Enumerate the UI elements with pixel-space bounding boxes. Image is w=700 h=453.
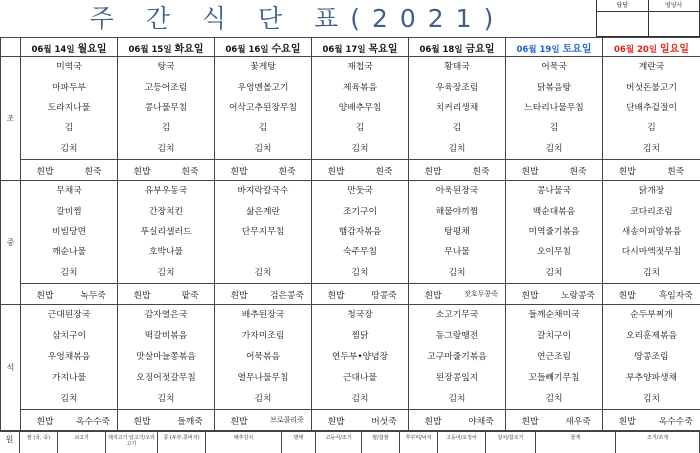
menu-cell [506,57,603,181]
day-header-saturday: 06월 19일 토요일 [506,38,603,57]
rice-porridge-pair [603,409,700,430]
menu-cell [312,305,409,431]
dish-item: 미역줄기볶음 [528,226,580,237]
rice-item: 흰밥 [618,166,636,177]
dish-item: 어삭고추된장무침 [229,102,297,113]
porridge-item: 옥수수죽 [76,416,110,427]
dish-item: 황태국 [444,62,470,73]
rice-porridge-pair [21,283,117,304]
dish-item: 김치 [448,267,466,278]
menu-cell [215,305,312,431]
meal-label: 조 [1,57,21,181]
day-header: 06월 16일 수요일 [215,38,312,57]
dish-item: 닭개장 [638,186,665,197]
rice-item: 흰밥 [327,416,345,427]
porridge-item: 흰죽 [181,166,199,177]
dish-item: 호박나물 [149,247,183,258]
dish-item: 깨순나물 [52,247,86,258]
menu-cell [506,305,603,431]
dish-item: 김 [647,123,656,134]
dish-item: 김치 [254,393,272,404]
dish-item: 김치 [643,143,660,154]
menu-cell [409,181,506,305]
dish-item: 꽃게탕 [250,62,276,73]
rice-porridge-pair [312,283,408,304]
porridge-item: 잣호두콩죽 [464,290,498,298]
dish-item: 김치 [643,393,660,404]
origin-cell: 돼지고기 닭고기/오리고기 [106,432,158,453]
origin-cell: 꽃게 [536,432,616,453]
dish-item: 무나물 [444,247,470,258]
dish-item: 땅콩조림 [634,351,669,362]
day-header: 06월 18일 금요일 [409,38,506,57]
dish-item: 동그랑땡전 [435,331,479,342]
dish-item: 부추양파생채 [626,372,677,383]
dish-item: 닭볶음탕 [537,82,571,93]
dish-item: 청국장 [347,310,373,321]
lunch-row [1,181,700,305]
rice-item: 흰밥 [230,166,248,177]
porridge-item: 흑임자죽 [658,290,693,301]
porridge-item: 팥죽 [181,290,199,301]
porridge-item: 흰죽 [472,166,490,177]
dish-item: 단배추겉절이 [626,102,677,113]
dish-item: 오이무침 [537,247,571,258]
rice-item: 흰밥 [618,416,636,427]
page-title: 주 간 식 단 표(2021) [89,4,506,33]
dish-item: 갈치구이 [537,331,571,342]
menu-cell [603,305,700,431]
dish-item: 코다리조림 [630,206,673,217]
rice-porridge-pair [312,159,408,180]
rice-item: 흰밥 [36,416,54,427]
menu-cell [21,181,118,305]
dish-item: 재첩국 [347,62,373,73]
dish-item: 근대된장국 [47,310,91,321]
origin-cell: 쌀/찹쌀 [362,432,400,453]
menu-cell [118,181,215,305]
porridge-item: 브로콜리죽 [270,416,304,424]
dish-item: 콩나물무침 [144,102,188,113]
dish-item: 김치 [643,267,660,278]
dish-item: 단무지무침 [241,226,285,237]
dish-item: 탕평채 [444,226,470,237]
dish-item: 해물야끼찜 [435,206,479,217]
dish-item: 김치 [351,267,369,278]
rice-item: 흰밥 [230,416,248,427]
dish-item: 김치 [60,143,78,154]
rice-porridge-pair [215,159,311,180]
rice-item: 흰밥 [327,166,345,177]
dish-item: 계란국 [638,62,665,73]
porridge-item: 야채죽 [468,416,494,427]
dish-item: 오징어젓갈무침 [136,372,196,383]
dish-item: 찜닭 [351,331,369,342]
menu-cell [118,305,215,431]
rice-porridge-pair [506,409,602,430]
porridge-item: 흰죽 [278,166,296,177]
dish-item: 제육볶음 [343,82,377,93]
porridge-item: 새우죽 [565,416,591,427]
corner-cell [1,38,21,57]
rice-item: 흰밥 [36,166,54,177]
day-header: 06월 17일 목요일 [312,38,409,57]
dish-item: 김치 [157,393,175,404]
dish-item: 김치 [254,267,272,278]
meal-label: 중 [1,181,21,305]
day-header-sunday: 06월 20일 일요일 [603,38,700,57]
dish-item: 고등어조림 [144,82,188,93]
approval-sign-dietitian [649,12,700,37]
dish-item: 김치 [157,143,175,154]
porridge-item: 버섯죽 [371,416,397,427]
dish-item: 다시마엑젓무침 [621,247,682,258]
menu-cell [603,181,700,305]
origin-cell: 고등어/오징어 [438,432,486,453]
dish-item: 아욱된장국 [435,186,479,197]
dish-item: 가지나물 [52,372,86,383]
rice-item: 흰밥 [36,290,54,301]
dish-item: 감자열은국 [144,310,188,321]
approval-sign-manager [597,12,649,37]
dish-item: 새송이피망볶음 [621,226,682,237]
dish-item: 김 [161,123,171,134]
dish-item: 양배추무침 [338,102,382,113]
dish-item: 떡갈비볶음 [144,331,188,342]
dish-item: 우육장조림 [435,82,479,93]
dish-item: 고구마줄기볶음 [427,351,487,362]
approval-label-dietitian: 영양사 [649,0,700,12]
dish-item: 어묵볶음 [246,351,280,362]
menu-cell [312,181,409,305]
porridge-item: 옥수수죽 [658,416,693,427]
dish-item: 무채국 [56,186,82,197]
dish-item: 푸실리샐러드 [140,226,192,237]
dish-item: 치커리생채 [435,102,479,113]
dish-item: 간장치킨 [149,206,183,217]
dish-item: 김치 [448,143,466,154]
menu-cell [409,305,506,431]
ingredient-origin-row [0,431,700,453]
dish-item: 가자미조림 [241,331,285,342]
dish-item: 마파두부 [52,82,86,93]
origin-cell: 명태 [282,432,316,453]
dish-item: 유부우동국 [144,186,188,197]
dish-item: 순두부찌개 [630,310,673,321]
dish-item: 갈비찜 [56,206,82,217]
rice-item: 흰밥 [230,290,248,301]
rice-item: 흰밥 [133,416,151,427]
dish-item: 맛살마늘쫑볶음 [136,351,196,362]
dish-item: 우엉멘볼고기 [237,82,289,93]
dish-item: 열무나물무침 [237,372,289,383]
menu-cell [215,181,312,305]
rice-porridge-pair [409,409,505,430]
dish-item: 삶은계란 [246,206,280,217]
porridge-item: 검은콩죽 [270,290,304,301]
dish-item: 김 [355,123,365,134]
dish-item: 콩나물국 [537,186,571,197]
dish-item: 오리훈제볶음 [626,331,677,342]
dish-item: 김 [64,123,74,134]
dish-item: 김치 [351,143,369,154]
dish-item: 들깨순채미국 [528,310,580,321]
rice-porridge-pair [603,283,700,304]
porridge-item: 흰죽 [569,166,587,177]
dish-item: 된장콩잎지 [435,372,479,383]
rice-porridge-pair [312,409,408,430]
origin-cell: 콩 (두부,콩비지) [158,432,206,453]
rice-porridge-pair [21,159,117,180]
rice-porridge-pair [118,159,214,180]
dish-item: 김치 [545,267,563,278]
dish-item: 김치 [157,267,175,278]
menu-cell [215,57,312,181]
menu-cell [603,57,700,181]
rice-porridge-pair [603,159,700,180]
dish-item: 김치 [448,393,466,404]
origin-cell: 조기/조개 [616,432,700,453]
dish-item: 연두부•양념장 [331,351,389,362]
rice-item: 흰밥 [521,166,539,177]
approval-label-manager: 담당 [597,0,649,12]
dish-item: 느타리나물무침 [524,102,584,113]
menu-cell [21,305,118,431]
meal-label: 석 [1,305,21,431]
dish-item: 김치 [60,267,78,278]
rice-porridge-pair [118,409,214,430]
menu-cell [506,181,603,305]
porridge-item: 녹두죽 [80,290,106,301]
dish-item: 버섯돈불고기 [626,82,677,93]
dish-item: 소고기무국 [435,310,479,321]
breakfast-row [1,57,700,181]
dish-item: 김치 [545,393,563,404]
menu-cell [21,57,118,181]
porridge-item: 흰죽 [375,166,393,177]
menu-cell [409,57,506,181]
dish-item: 도라지나물 [47,102,91,113]
dish-item: 연근조림 [537,351,571,362]
rice-item: 흰밥 [133,166,151,177]
origin-cell: 쇠고기 [58,432,106,453]
rice-item: 흰밥 [424,290,442,301]
day-header: 06월 15일 화요일 [118,38,215,57]
porridge-item: 흰죽 [84,166,102,177]
rice-porridge-pair [506,283,602,304]
dish-item: 김 [452,123,462,134]
rice-item: 흰밥 [618,290,636,301]
dish-item: 숙주무침 [343,247,377,258]
rice-porridge-pair [21,409,117,430]
origin-cell: 쭈꾸미/낙지 [400,432,438,453]
dish-item: 삼치구이 [52,331,86,342]
dish-item: 어묵국 [541,62,567,73]
rice-porridge-pair [215,409,311,430]
approval-box [596,0,700,37]
rice-item: 흰밥 [424,166,442,177]
dish-item: 김치 [254,143,272,154]
dish-item: 미역국 [56,62,82,73]
dish-item: 만둣국 [347,186,373,197]
dish-item: 탕국 [157,62,175,73]
dish-item: 햄감자볶음 [338,226,382,237]
rice-item: 흰밥 [327,290,345,301]
rice-porridge-pair [409,159,505,180]
porridge-item: 흰죽 [667,166,685,177]
rice-porridge-pair [409,283,505,304]
rice-porridge-pair [118,283,214,304]
day-header: 06월 14일 월요일 [21,38,118,57]
dish-item: 백순대볶음 [532,206,576,217]
origin-cell: 쌀 (국, 죽) [20,432,58,453]
rice-item: 흰밥 [133,290,151,301]
porridge-item: 들깨죽 [177,416,203,427]
dish-item: 꼬들빼기무침 [528,372,580,383]
weekly-menu-table [0,37,700,431]
dish-item [215,242,311,262]
dish-item: 김치 [60,393,78,404]
dish-item: 배추된장국 [241,310,285,321]
origin-cell: 배추김치 [206,432,282,453]
dish-item: 근대나물 [343,372,377,383]
porridge-item: 땅콩죽 [371,290,397,301]
rice-item: 흰밥 [424,416,442,427]
rice-item: 흰밥 [521,290,539,301]
dish-item: 우엉채볶음 [47,351,91,362]
rice-item: 흰밥 [521,416,539,427]
menu-cell [312,57,409,181]
dish-item: 김치 [351,393,369,404]
dish-item: 바지락칼국수 [237,186,289,197]
origin-cell: 고등어/조기 [316,432,362,453]
menu-cell [118,57,215,181]
rice-porridge-pair [506,159,602,180]
dish-item: 김치 [545,143,563,154]
origin-label: 원 [0,432,20,453]
dinner-row [1,305,700,431]
origin-cell: 갈치/참조기 [486,432,536,453]
porridge-item: 노랑콩죽 [561,290,595,301]
dish-item: 조기구이 [343,206,377,217]
dish-item: 김 [549,123,559,134]
dish-item: 김 [258,123,268,134]
dish-item: 비빔당면 [52,226,86,237]
rice-porridge-pair [215,283,311,304]
day-header-row [1,38,700,57]
